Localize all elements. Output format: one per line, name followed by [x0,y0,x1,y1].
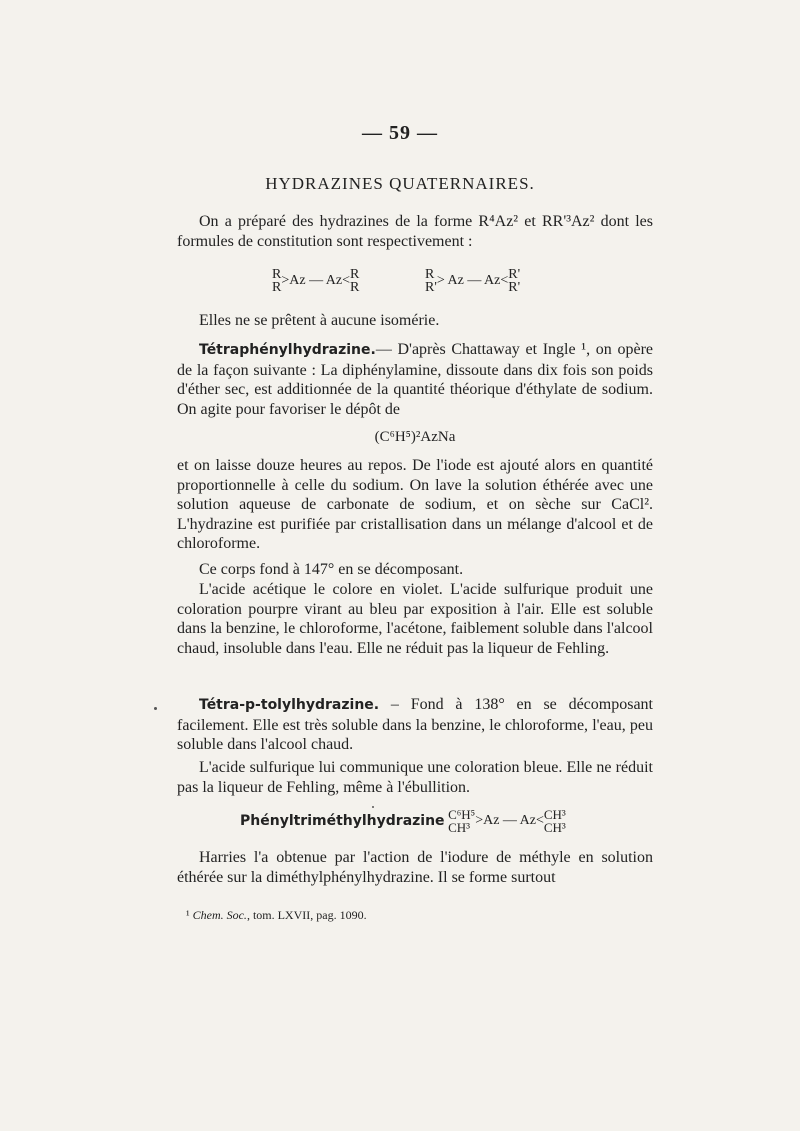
print-speck [372,806,374,808]
footnote-mark: ¹ [186,908,190,922]
melt-text: Ce corps fond à 147° en se décomposant. [199,561,464,578]
tolyl-paragraph [177,695,653,755]
tolyl-title: Tétra-p-tolylhydrazine. [199,697,380,713]
formula-r4az2: R R>Az — Az<R R [272,267,360,295]
tetra-text: — D'après Chattaway et Ingle ¹, on opère de la façon suivante : La diphénylamine, dissoute dans dix fois son poids d'éther sec, est additionnée de la quantité théorique d'éthylate de sodium. On agite pour favoriser le dépôt de [177,341,653,418]
page-number: — 59 — [362,122,438,144]
melt-paragraph [177,560,653,580]
sulfuric-text: L'acide sulfurique lui communique une coloration bleue. Elle ne réduit pas la liqueur de Fehling, même à l'ébullition. [177,759,653,796]
isomer-paragraph [177,311,653,331]
sulfuric-paragraph [177,758,653,797]
tolyl-text: – Fond à 138° en se décomposant facilement. Elle est très soluble dans la benzine, le chloroforme, l'eau, peu soluble dans l'alcool chaud. [177,696,653,754]
tetra-text-2: et on laisse douze heures au repos. De l'iode est ajouté alors en quantité proportionnelle à celle du sodium. On lave la solution éthérée avec une solution aqueuse de carbonate de sodium, et on sèche sur CaCl². L'hydrazine est purifiée par cristallisation dans un mélange d'alcool et de chloroforme. [177,457,653,553]
tetra-paragraph-2 [177,456,653,554]
acetic-paragraph [177,580,653,658]
footnote-source: Chem. Soc. [192,908,247,922]
footnote [186,908,367,923]
harries-text: Harries l'a obtenue par l'action de l'iodure de méthyle en solution éthérée sur la diméthylphénylhydrazine. Il se forme surtout [177,849,653,886]
footnote-rest: , tom. LXVII, pag. 1090. [246,908,367,922]
compound-text: (C⁶H⁵)²AzNa [374,429,456,445]
acetic-text: L'acide acétique le colore en violet. L'acide sulfurique produit une coloration pourpre virant au bleu par exposition à l'air. Elle est soluble dans la benzine, le chloroforme, l'acétone, faiblement soluble dans l'alcool chaud, insoluble dans l'eau. Elle ne réduit pas la liqueur de Fehling. [177,581,653,657]
tetra-title: Tétraphénylhydrazine. [199,342,376,358]
harries-paragraph [177,848,653,887]
compound-formula [177,428,653,448]
phenyl-heading: Phényltriméthylhydrazine C⁶H⁵ CH³ >Az — Az<CH³ CH³ [240,807,566,835]
intro-paragraph [177,212,653,251]
tetra-paragraph [177,340,653,419]
section-heading: HYDRAZINES QUATERNAIRES. [265,174,535,193]
print-speck [154,707,157,710]
isomer-text: Elles ne se prêtent à aucune isomérie. [199,312,440,329]
intro-text: On a préparé des hydrazines de la forme R⁴Az² et RR'³Az² dont les formules de constitution sont respectivement : [177,213,653,250]
formula-rr3az2: R R'> Az — Az<R' R' [425,267,521,295]
phenyl-title: Phényltriméthylhydrazine [240,813,445,829]
